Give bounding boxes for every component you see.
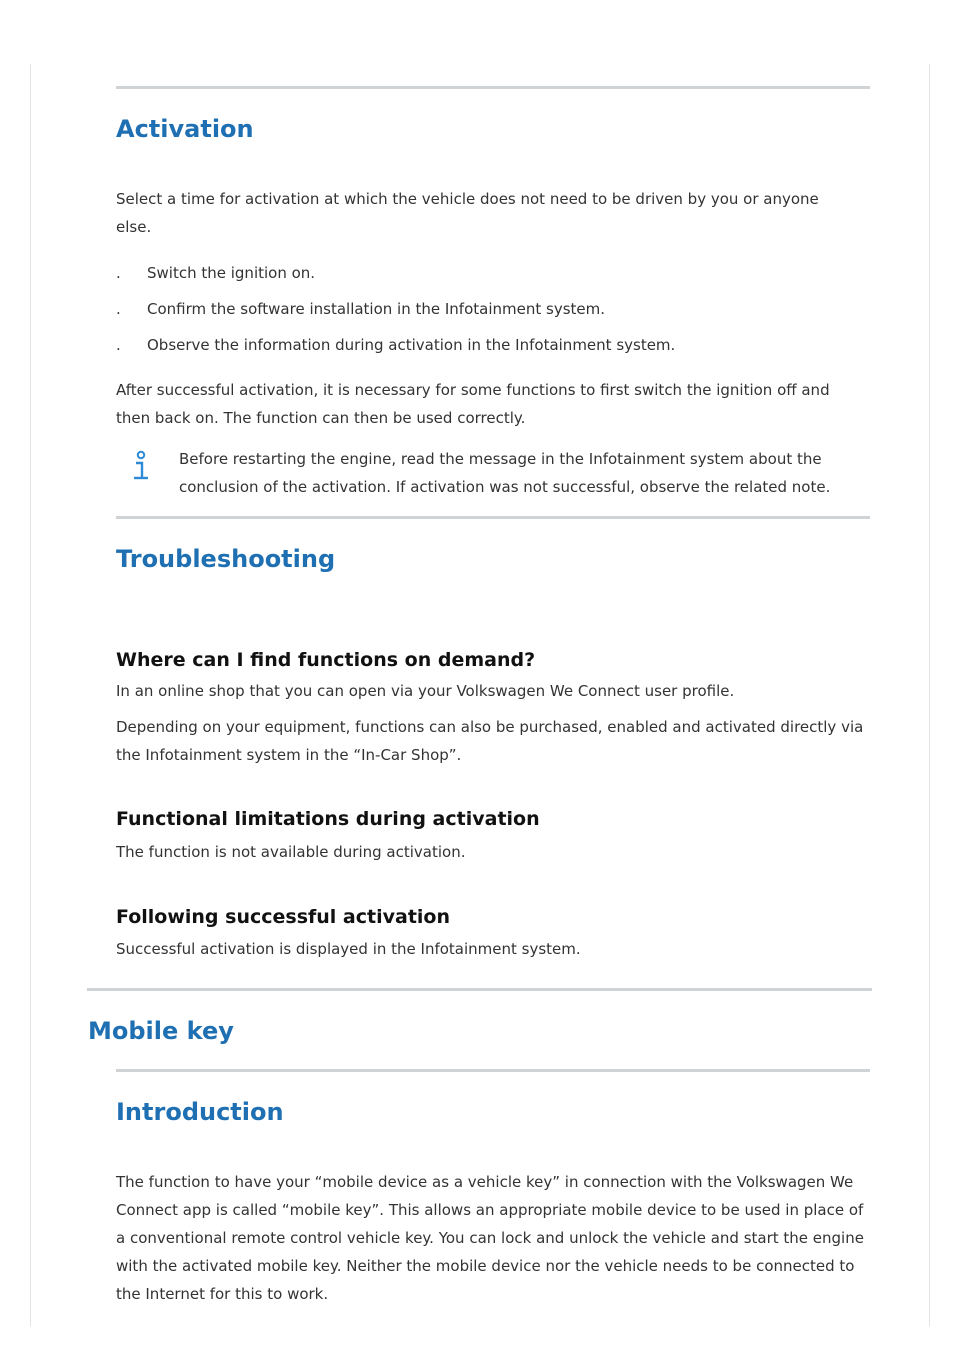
- step-text: Observe the information during activation in the Infotainment system.: [147, 336, 676, 354]
- section-divider: [116, 1069, 870, 1072]
- step-list-item: [116, 259, 856, 287]
- faq-answer: In an online shop that you can open via your Volkswagen We Connect user profile.: [116, 682, 735, 700]
- introduction-heading: Introduction: [116, 1098, 284, 1126]
- faq-question: Functional limitations during activation: [116, 808, 540, 830]
- faq-answer: The function is not available during activation.: [116, 843, 466, 861]
- section-divider: [116, 86, 870, 89]
- step-marker: .: [116, 300, 121, 318]
- faq-answer: Successful activation is displayed in the Infotainment system.: [116, 940, 581, 958]
- faq-question: Where can I find functions on demand?: [116, 649, 536, 671]
- faq-answer: Depending on your equipment, functions can also be purchased, enabled and activated directly via the Infotainment system in the “In-Car Shop”.: [116, 718, 864, 764]
- step-list-item: [116, 331, 856, 359]
- activation-after-text: After successful activation, it is necessary for some functions to first switch the ignition off and then back on. The function can then be used correctly.: [116, 381, 830, 427]
- faq-question: Following successful activation: [116, 906, 450, 928]
- step-text: Switch the ignition on.: [147, 264, 316, 282]
- step-marker: .: [116, 264, 121, 282]
- page-frame-left-line: [30, 64, 31, 1326]
- troubleshooting-heading: Troubleshooting: [116, 545, 336, 573]
- page-frame-right-line: [929, 64, 930, 1326]
- note-text: Before restarting the engine, read the message in the Infotainment system about the conclusion of the activation. If activation was not successful, observe the related note.: [179, 450, 831, 496]
- activation-heading: Activation: [116, 115, 254, 143]
- step-list-item: [116, 295, 856, 323]
- section-divider: [116, 516, 870, 519]
- step-marker: .: [116, 336, 121, 354]
- mobile-key-heading: Mobile key: [88, 1017, 234, 1045]
- activation-intro: Select a time for activation at which the vehicle does not need to be driven by you or anyone else.: [116, 190, 819, 236]
- info-icon: [130, 450, 152, 482]
- chapter-divider: [87, 988, 872, 991]
- introduction-text: The function to have your “mobile device as a vehicle key” in connection with the Volkswagen We Connect app is called “mobile key”. This allows an appropriate mobile device to be used in place of a conventional remote control vehicle key. You can lock and unlock the vehicle and start the engine with the activated mobile key. Neither the mobile device nor the vehicle needs to be connected to the Internet for this to work.: [116, 1173, 864, 1303]
- step-text: Confirm the software installation in the Infotainment system.: [147, 300, 606, 318]
